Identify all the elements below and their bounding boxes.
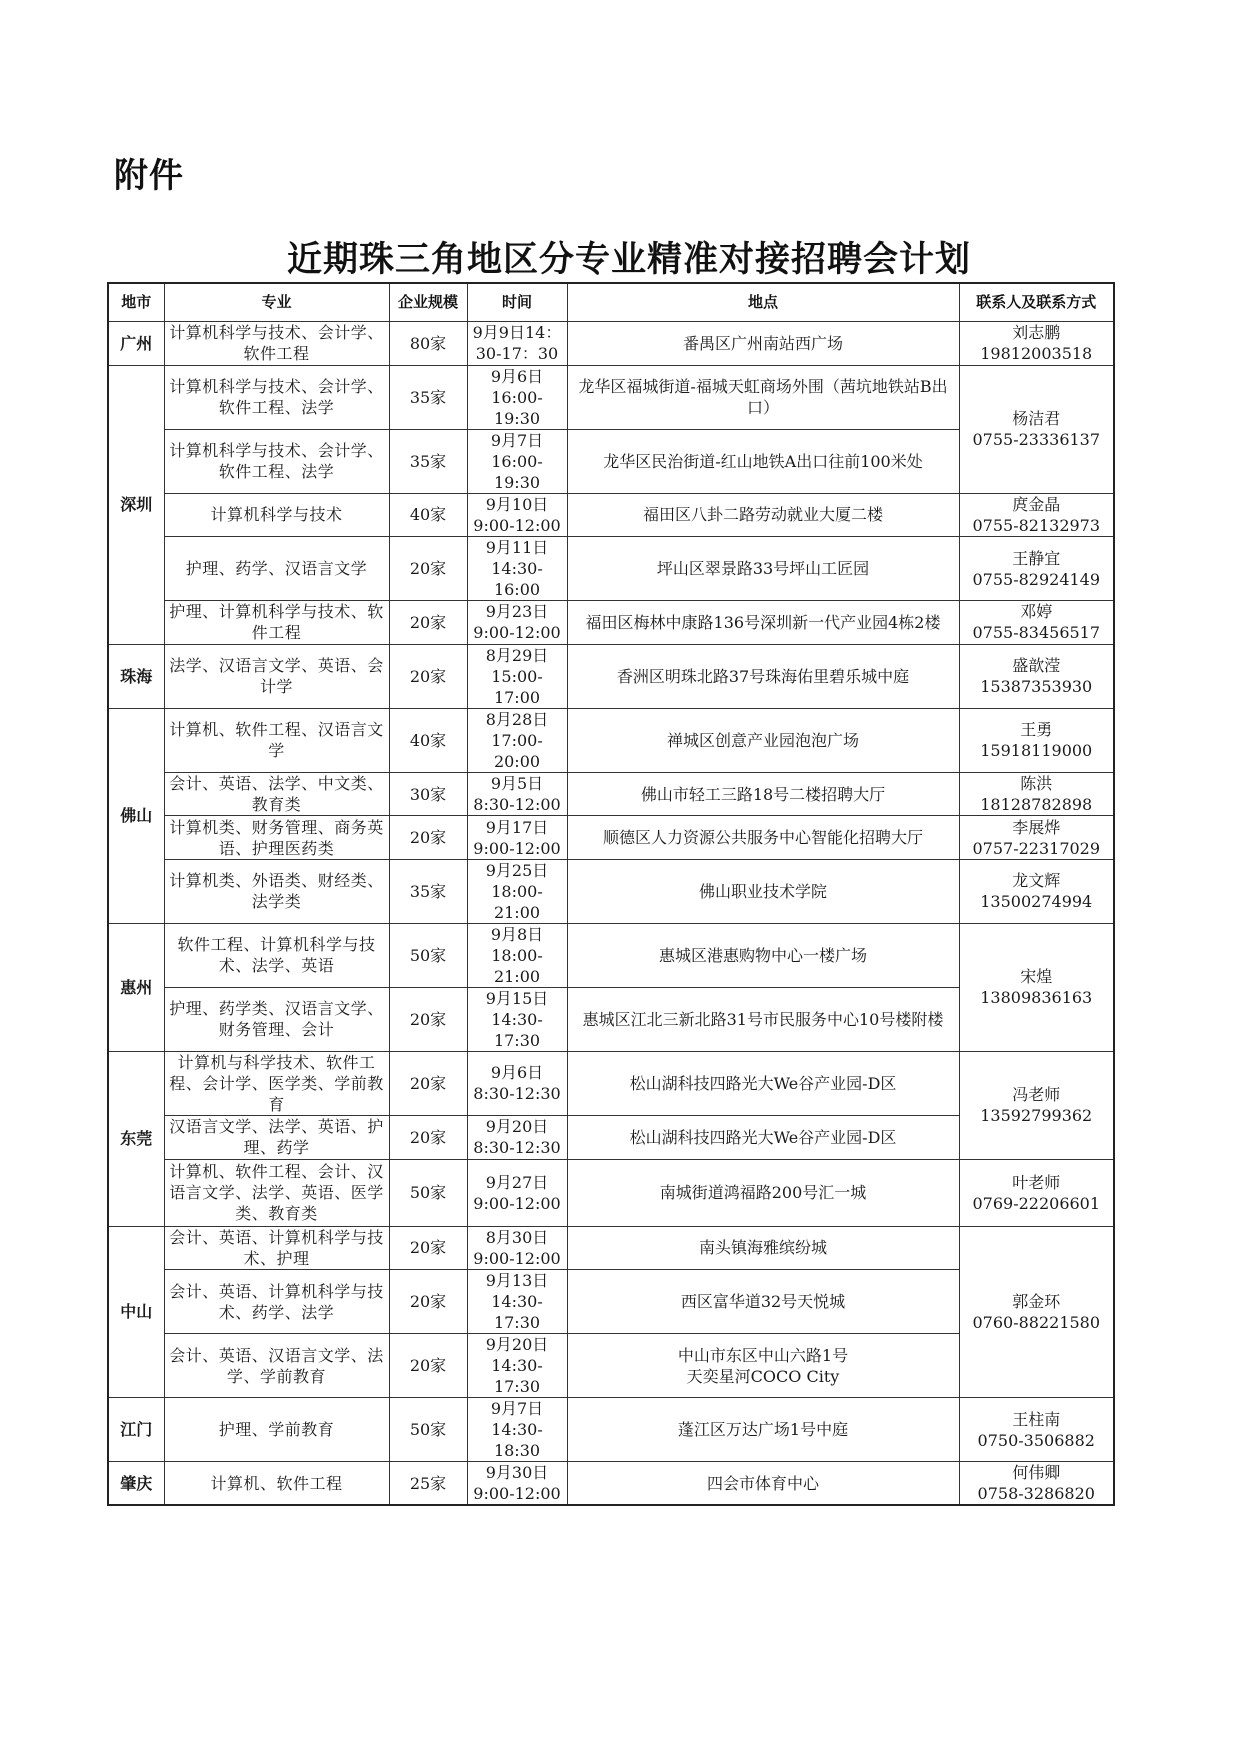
- city-cell: 中山: [108, 1226, 164, 1398]
- major-cell: 计算机科学与技术、会计学、软件工程、法学: [164, 429, 389, 493]
- venue-cell: 福田区八卦二路劳动就业大厦二楼: [567, 493, 959, 537]
- major-cell: 护理、计算机科学与技术、软件工程: [164, 601, 389, 645]
- scale-cell: 20家: [389, 1334, 467, 1398]
- scale-cell: 50家: [389, 1398, 467, 1462]
- major-cell: 计算机科学与技术、会计学、软件工程: [164, 322, 389, 366]
- scale-cell: 20家: [389, 1115, 467, 1159]
- city-cell: 肇庆: [108, 1462, 164, 1506]
- contact-cell: 王勇 15918119000: [959, 708, 1114, 772]
- time-cell: 9月7日 14:30-18:30: [467, 1398, 567, 1462]
- table-header-row: [108, 283, 1114, 322]
- scale-cell: 35家: [389, 859, 467, 923]
- scale-cell: 20家: [389, 537, 467, 601]
- venue-cell: 南城街道鸿福路200号汇一城: [567, 1159, 959, 1226]
- contact-cell: 刘志鹏 19812003518: [959, 322, 1114, 366]
- venue-cell: 松山湖科技四路光大We谷产业园-D区: [567, 1115, 959, 1159]
- venue-cell: 番禺区广州南站西广场: [567, 322, 959, 366]
- venue-cell: 惠城区江北三新北路31号市民服务中心10号楼附楼: [567, 987, 959, 1051]
- time-cell: 9月15日 14:30-17:30: [467, 987, 567, 1051]
- scale-cell: 50家: [389, 1159, 467, 1226]
- table-row: [108, 772, 1114, 816]
- major-cell: 计算机类、财务管理、商务英语、护理医药类: [164, 816, 389, 860]
- header-scale: 企业规模: [389, 283, 467, 322]
- time-cell: 9月6日 16:00-19:30: [467, 365, 567, 429]
- venue-cell: 香洲区明珠北路37号珠海佑里碧乐城中庭: [567, 644, 959, 708]
- city-cell: 江门: [108, 1398, 164, 1462]
- major-cell: 计算机、软件工程、汉语言文学: [164, 708, 389, 772]
- table-row: [108, 923, 1114, 987]
- header-city: 地市: [108, 283, 164, 322]
- major-cell: 计算机类、外语类、财经类、法学类: [164, 859, 389, 923]
- contact-cell: 王柱南 0750-3506882: [959, 1398, 1114, 1462]
- table-row: [108, 816, 1114, 860]
- major-cell: 计算机、软件工程: [164, 1462, 389, 1506]
- major-cell: 计算机与科学技术、软件工程、会计学、医学类、学前教育: [164, 1051, 389, 1115]
- time-cell: 9月13日 14:30-17:30: [467, 1270, 567, 1334]
- city-cell: 广州: [108, 322, 164, 366]
- contact-cell: 庹金晶 0755-82132973: [959, 493, 1114, 537]
- venue-cell: 佛山市轻工三路18号二楼招聘大厅: [567, 772, 959, 816]
- venue-cell: 龙华区福城街道-福城天虹商场外围（茜坑地铁站B出口）: [567, 365, 959, 429]
- major-cell: 计算机科学与技术: [164, 493, 389, 537]
- contact-cell: 冯老师 13592799362: [959, 1051, 1114, 1159]
- scale-cell: 40家: [389, 708, 467, 772]
- contact-cell: 盛歆滢 15387353930: [959, 644, 1114, 708]
- header-major: 专业: [164, 283, 389, 322]
- contact-cell: 陈洪 18128782898: [959, 772, 1114, 816]
- table-row: [108, 1051, 1114, 1115]
- time-cell: 9月27日 9:00-12:00: [467, 1159, 567, 1226]
- time-cell: 9月9日14： 30-17：30: [467, 322, 567, 366]
- time-cell: 8月29日 15:00-17:00: [467, 644, 567, 708]
- time-cell: 9月17日 9:00-12:00: [467, 816, 567, 860]
- venue-cell: 龙华区民治街道-红山地铁A出口往前100米处: [567, 429, 959, 493]
- major-cell: 护理、药学类、汉语言文学、财务管理、会计: [164, 987, 389, 1051]
- major-cell: 会计、英语、汉语言文学、法学、学前教育: [164, 1334, 389, 1398]
- time-cell: 9月5日 8:30-12:00: [467, 772, 567, 816]
- table-row: [108, 1159, 1114, 1226]
- city-cell: 佛山: [108, 708, 164, 923]
- header-contact: 联系人及联系方式: [959, 283, 1114, 322]
- venue-cell: 坪山区翠景路33号坪山工匠园: [567, 537, 959, 601]
- document-title: 近期珠三角地区分专业精准对接招聘会计划: [286, 239, 971, 280]
- major-cell: 会计、英语、法学、中文类、教育类: [164, 772, 389, 816]
- time-cell: 9月20日 14:30-17:30: [467, 1334, 567, 1398]
- table-row: [108, 322, 1114, 366]
- contact-cell: 龙文辉 13500274994: [959, 859, 1114, 923]
- scale-cell: 35家: [389, 429, 467, 493]
- table-row: [108, 644, 1114, 708]
- time-cell: 9月6日 8:30-12:30: [467, 1051, 567, 1115]
- scale-cell: 40家: [389, 493, 467, 537]
- attachment-label: 附件: [114, 156, 184, 196]
- city-cell: 深圳: [108, 365, 164, 644]
- city-cell: 珠海: [108, 644, 164, 708]
- time-cell: 9月10日 9:00-12:00: [467, 493, 567, 537]
- table-row: [108, 1462, 1114, 1506]
- contact-cell: 宋煌 13809836163: [959, 923, 1114, 1051]
- scale-cell: 30家: [389, 772, 467, 816]
- table-row: [108, 708, 1114, 772]
- time-cell: 9月7日 16:00-19:30: [467, 429, 567, 493]
- header-venue: 地点: [567, 283, 959, 322]
- table-row: [108, 493, 1114, 537]
- table-row: [108, 601, 1114, 645]
- major-cell: 计算机科学与技术、会计学、软件工程、法学: [164, 365, 389, 429]
- major-cell: 护理、药学、汉语言文学: [164, 537, 389, 601]
- venue-cell: 南头镇海雅缤纷城: [567, 1226, 959, 1270]
- venue-cell: 顺德区人力资源公共服务中心智能化招聘大厅: [567, 816, 959, 860]
- major-cell: 法学、汉语言文学、英语、会计学: [164, 644, 389, 708]
- major-cell: 软件工程、计算机科学与技术、法学、英语: [164, 923, 389, 987]
- scale-cell: 20家: [389, 816, 467, 860]
- venue-cell: 蓬江区万达广场1号中庭: [567, 1398, 959, 1462]
- time-cell: 9月8日 18:00-21:00: [467, 923, 567, 987]
- time-cell: 9月23日 9:00-12:00: [467, 601, 567, 645]
- scale-cell: 80家: [389, 322, 467, 366]
- scale-cell: 20家: [389, 644, 467, 708]
- scale-cell: 20家: [389, 1051, 467, 1115]
- table-row: [108, 1226, 1114, 1270]
- contact-cell: 郭金环 0760-88221580: [959, 1226, 1114, 1398]
- major-cell: 汉语言文学、法学、英语、护理、药学: [164, 1115, 389, 1159]
- major-cell: 会计、英语、计算机科学与技术、护理: [164, 1226, 389, 1270]
- scale-cell: 20家: [389, 1270, 467, 1334]
- city-cell: 东莞: [108, 1051, 164, 1226]
- table-row: [108, 1398, 1114, 1462]
- recruitment-plan-table: [107, 282, 1115, 1506]
- major-cell: 计算机、软件工程、会计、汉语言文学、法学、英语、医学类、教育类: [164, 1159, 389, 1226]
- scale-cell: 20家: [389, 987, 467, 1051]
- major-cell: 会计、英语、计算机科学与技术、药学、法学: [164, 1270, 389, 1334]
- contact-cell: 王静宜 0755-82924149: [959, 537, 1114, 601]
- time-cell: 9月20日 8:30-12:30: [467, 1115, 567, 1159]
- venue-cell: 佛山职业技术学院: [567, 859, 959, 923]
- city-cell: 惠州: [108, 923, 164, 1051]
- venue-cell: 福田区梅林中康路136号深圳新一代产业园4栋2楼: [567, 601, 959, 645]
- venue-cell: 禅城区创意产业园泡泡广场: [567, 708, 959, 772]
- time-cell: 9月25日 18:00-21:00: [467, 859, 567, 923]
- venue-cell: 惠城区港惠购物中心一楼广场: [567, 923, 959, 987]
- contact-cell: 邓婷 0755-83456517: [959, 601, 1114, 645]
- major-cell: 护理、学前教育: [164, 1398, 389, 1462]
- time-cell: 9月11日 14:30-16:00: [467, 537, 567, 601]
- contact-cell: 何伟卿 0758-3286820: [959, 1462, 1114, 1506]
- scale-cell: 25家: [389, 1462, 467, 1506]
- time-cell: 8月28日 17:00-20:00: [467, 708, 567, 772]
- header-time: 时间: [467, 283, 567, 322]
- table-row: [108, 365, 1114, 429]
- venue-cell: 中山市东区中山六路1号 天奕星河COCO City: [567, 1334, 959, 1398]
- scale-cell: 20家: [389, 601, 467, 645]
- scale-cell: 20家: [389, 1226, 467, 1270]
- table-row: [108, 537, 1114, 601]
- time-cell: 9月30日 9:00-12:00: [467, 1462, 567, 1506]
- table-row: [108, 859, 1114, 923]
- scale-cell: 50家: [389, 923, 467, 987]
- contact-cell: 叶老师 0769-22206601: [959, 1159, 1114, 1226]
- venue-cell: 四会市体育中心: [567, 1462, 959, 1506]
- time-cell: 8月30日 9:00-12:00: [467, 1226, 567, 1270]
- contact-cell: 杨洁君 0755-23336137: [959, 365, 1114, 493]
- scale-cell: 35家: [389, 365, 467, 429]
- venue-cell: 松山湖科技四路光大We谷产业园-D区: [567, 1051, 959, 1115]
- contact-cell: 李展烨 0757-22317029: [959, 816, 1114, 860]
- venue-cell: 西区富华道32号天悦城: [567, 1270, 959, 1334]
